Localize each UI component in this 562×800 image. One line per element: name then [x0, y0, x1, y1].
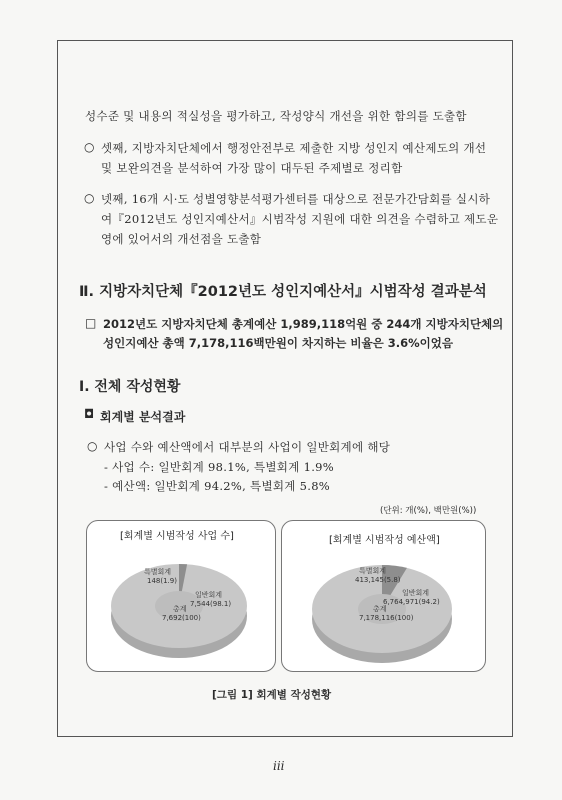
- chart-title-budget: [회계별 시범작성 예산액]: [329, 535, 440, 546]
- section2-summary-line2: 성인지예산 총액 7,178,116백만원이 차지하는 비율은 3.6%이었음: [103, 336, 453, 350]
- total-label: 총계: [373, 605, 387, 613]
- intro-continuation: 성수준 및 내용의 적실성을 평가하고, 작성양식 개선을 위한 함의를 도출함: [85, 109, 467, 123]
- unit-note: (단위: 개(%), 백만원(%)): [380, 506, 477, 516]
- special-value: 148(1.9): [147, 577, 177, 585]
- bullet-circle-icon: ○: [87, 439, 98, 453]
- dash-item-budget: - 예산액: 일반회계 94.2%, 특별회계 5.8%: [104, 479, 331, 493]
- section-i-heading: Ⅰ. 전체 작성현황: [79, 379, 181, 395]
- total-label: 총계: [173, 605, 187, 613]
- special-label: 특별회계: [359, 567, 387, 575]
- section-i-bullet: 사업 수와 예산액에서 대부분의 사업이 일반회계에 해당: [104, 440, 391, 454]
- general-label: 일반회계: [195, 591, 223, 599]
- bullet4-line2: 여『2012년도 성인지예산서』시범작성 지원에 대한 의견을 수렴하고 제도운: [101, 212, 499, 226]
- bullet-circle-icon: ○: [84, 140, 95, 154]
- general-label: 일반회계: [402, 589, 430, 597]
- square-bullet-icon: □: [85, 316, 97, 330]
- bullet3-line1: 셋째, 지방자치단체에서 행정안전부로 제출한 지방 성인지 예산제도의 개선: [101, 141, 487, 155]
- donut-chart-count: [86, 520, 276, 672]
- special-label: 특별회계: [144, 568, 172, 576]
- bullet4-line3: 영에 있어서의 개선점을 도출함: [101, 232, 262, 246]
- general-value: 7,544(98.1): [190, 600, 232, 608]
- subhead-account: 회계별 분석결과: [100, 410, 186, 424]
- section2-heading: Ⅱ. 지방자치단체『2012년도 성인지예산서』시범작성 결과분석: [79, 284, 487, 300]
- dash-item-count: - 사업 수: 일반회계 98.1%, 특별회계 1.9%: [104, 460, 334, 474]
- bullet-circle-icon: ○: [84, 191, 95, 205]
- total-value: 7,178,116(100): [359, 614, 414, 622]
- page-number: iii: [273, 759, 285, 773]
- section2-summary-line1: 2012년도 지방자치단체 총계예산 1,989,118억원 중 244개 지방자치단체의: [103, 317, 504, 331]
- donut-chart-budget: [281, 520, 486, 672]
- chart-title-count: [회계별 시범작성 사업 수]: [120, 531, 234, 542]
- bullet4-line1: 넷째, 16개 시·도 성별영향분석평가센터를 대상으로 전문가간담회를 실시하: [101, 192, 491, 206]
- total-value: 7,692(100): [162, 614, 201, 622]
- general-value: 6,764,971(94.2): [383, 598, 440, 606]
- bullet3-line2: 및 보완의견을 분석하여 가장 많이 대두된 주제별로 정리함: [101, 161, 403, 175]
- filled-square-icon: ◘: [84, 407, 95, 421]
- special-value: 413,145(5.8): [355, 576, 401, 584]
- figure-caption: [그림 1] 회계별 작성현황: [212, 689, 332, 701]
